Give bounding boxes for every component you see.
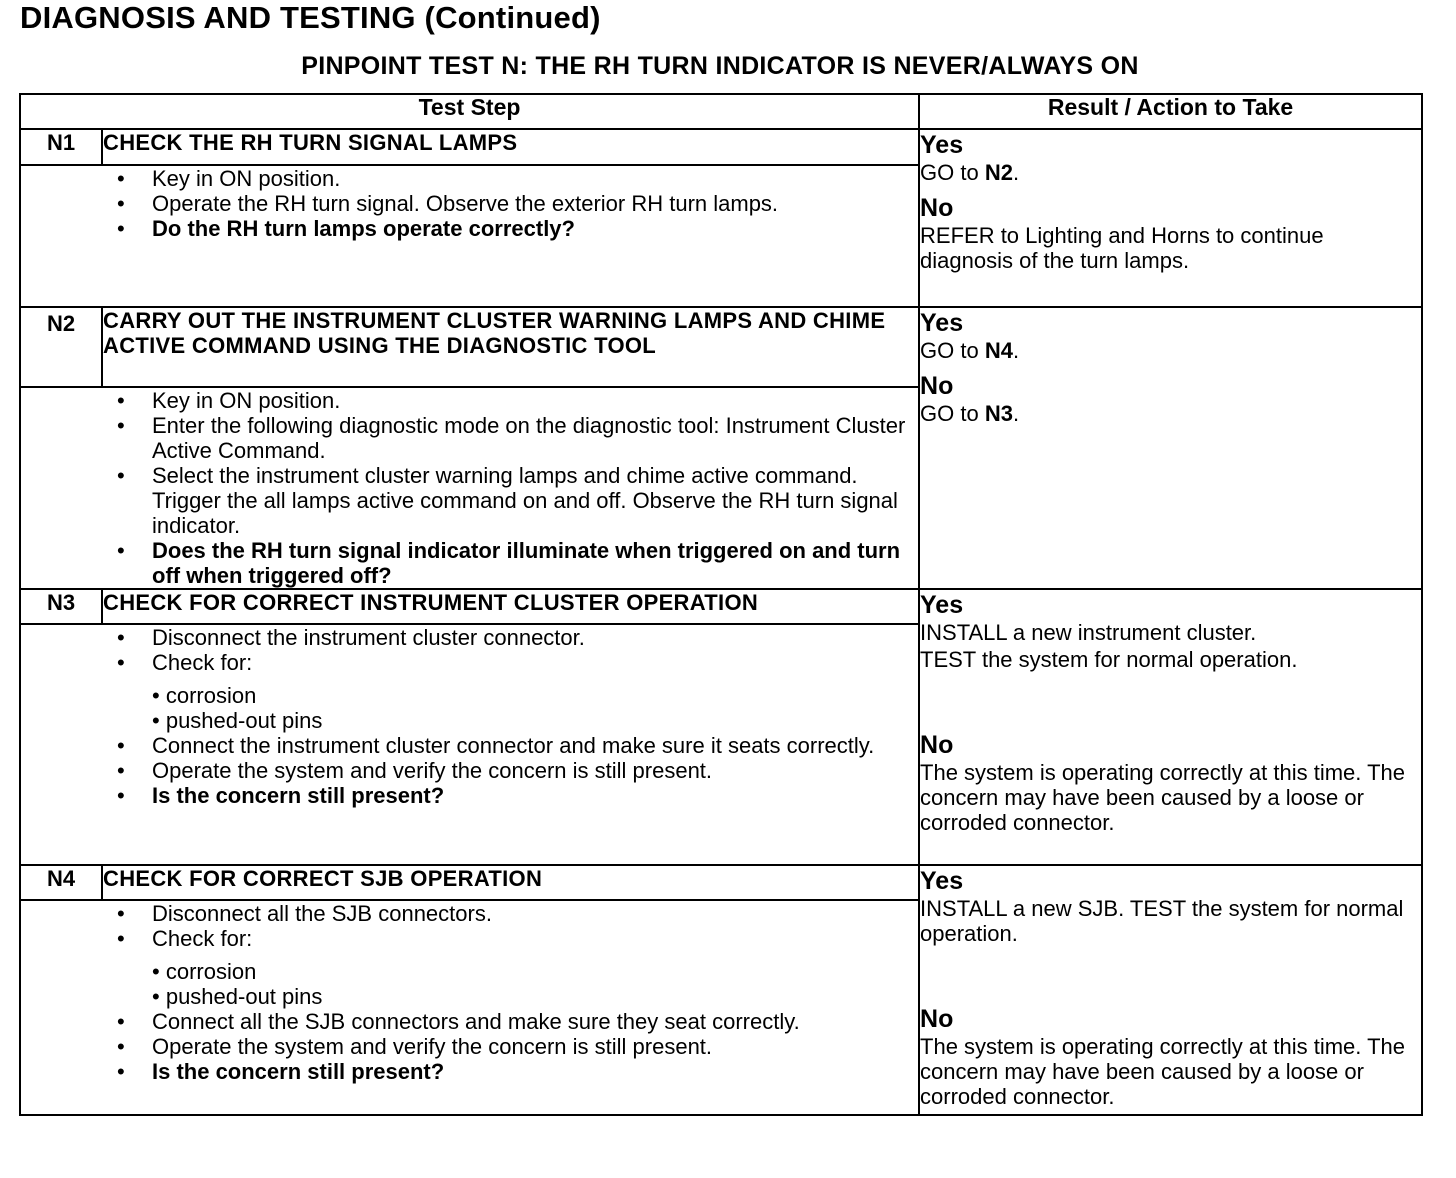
sub-list-item: • corrosion xyxy=(152,683,918,708)
no-label: No xyxy=(920,1005,954,1033)
step-n4-title-row xyxy=(20,865,1422,900)
step-id: N2 xyxy=(20,307,102,387)
step-title: CHECK THE RH TURN SIGNAL LAMPS xyxy=(102,129,919,165)
goto-link[interactable]: N2 xyxy=(984,160,1013,185)
yes-label: Yes xyxy=(920,131,964,159)
step-n1-title-row xyxy=(20,129,1422,165)
no-label: No xyxy=(920,194,954,222)
step-n1-result xyxy=(919,129,1422,307)
question-item: • Is the concern still present? xyxy=(21,1059,918,1084)
yes-action-2: TEST the system for normal operation. xyxy=(920,647,1298,672)
question-item: • Does the RH turn signal indicator illuminate when triggered on and turn off when triggered off? xyxy=(21,538,918,588)
list-item: • Connect all the SJB connectors and make sure they seat correctly. xyxy=(21,1009,918,1034)
step-title: CHECK FOR CORRECT SJB OPERATION xyxy=(102,865,919,900)
yes-label: Yes xyxy=(920,867,964,895)
no-action: The system is operating correctly at this time. The concern may have been caused by a loose or corroded connector. xyxy=(920,760,1406,835)
sub-list-item: • corrosion xyxy=(152,959,918,984)
step-n3-body xyxy=(20,624,919,865)
page-title: DIAGNOSIS AND TESTING (Continued) xyxy=(20,0,601,35)
test-step-header: Test Step xyxy=(20,94,919,129)
goto-link[interactable]: N3 xyxy=(984,401,1013,426)
yes-action: GO to N2. xyxy=(920,160,1020,185)
list-item: • Connect the instrument cluster connector and make sure it seats correctly. xyxy=(21,733,918,758)
list-item: • Disconnect all the SJB connectors. xyxy=(21,901,918,926)
step-n2-body xyxy=(20,387,919,589)
question-item: • Is the concern still present? xyxy=(21,783,918,808)
list-item: • Operate the system and verify the concern is still present. xyxy=(21,1034,918,1059)
list-item: • Select the instrument cluster warning lamps and chime active command. Trigger the all lamps active command on and off. Observe the RH turn signal indicator. xyxy=(21,463,918,538)
yes-label: Yes xyxy=(920,309,964,337)
goto-link[interactable]: N4 xyxy=(984,338,1013,363)
no-action: REFER to Lighting and Horns to continue diagnosis of the turn lamps. xyxy=(920,223,1324,273)
list-item: • Key in ON position. xyxy=(21,166,918,191)
pinpoint-test-title: PINPOINT TEST N: THE RH TURN INDICATOR IS NEVER/ALWAYS ON xyxy=(301,52,1139,80)
step-n4-body xyxy=(20,900,919,1115)
sub-list-item: • pushed-out pins xyxy=(152,984,918,1009)
list-item: • Check for: • corrosion • pushed-out pins xyxy=(21,650,918,733)
yes-action-1: INSTALL a new instrument cluster. xyxy=(920,620,1257,645)
step-title: CARRY OUT THE INSTRUMENT CLUSTER WARNING LAMPS AND CHIME ACTIVE COMMAND USING THE DIAGNOSTIC TOOL xyxy=(102,307,919,387)
table-header-row xyxy=(20,94,1422,129)
step-title: CHECK FOR CORRECT INSTRUMENT CLUSTER OPERATION xyxy=(102,589,919,624)
step-n2-result xyxy=(919,307,1422,589)
sub-list-item: • pushed-out pins xyxy=(152,708,918,733)
list-item: • Enter the following diagnostic mode on the diagnostic tool: Instrument Cluster Active Command. xyxy=(21,413,918,463)
step-n2-title-row xyxy=(20,307,1422,387)
no-label: No xyxy=(920,731,954,759)
result-header: Result / Action to Take xyxy=(919,94,1422,129)
step-id: N1 xyxy=(20,129,102,165)
list-item: • Check for: • corrosion • pushed-out pins xyxy=(21,926,918,1009)
question-item: • Do the RH turn lamps operate correctly? xyxy=(21,216,918,241)
yes-action: GO to N4. xyxy=(920,338,1020,363)
yes-label: Yes xyxy=(920,591,964,619)
no-action: The system is operating correctly at this time. The concern may have been caused by a loose or corroded connector. xyxy=(920,1034,1406,1109)
yes-action: INSTALL a new SJB. TEST the system for normal operation. xyxy=(920,896,1404,946)
list-item: • Key in ON position. xyxy=(21,388,918,413)
no-action: GO to N3. xyxy=(920,401,1020,426)
step-id: N4 xyxy=(20,865,102,900)
list-item: • Operate the system and verify the concern is still present. xyxy=(21,758,918,783)
pinpoint-test-table xyxy=(19,93,1423,1116)
no-label: No xyxy=(920,372,954,400)
step-n3-title-row xyxy=(20,589,1422,624)
step-n3-result xyxy=(919,589,1422,865)
list-item: • Disconnect the instrument cluster connector. xyxy=(21,625,918,650)
step-n4-result xyxy=(919,865,1422,1115)
step-n1-body xyxy=(20,165,919,307)
list-item: • Operate the RH turn signal. Observe the exterior RH turn lamps. xyxy=(21,191,918,216)
step-id: N3 xyxy=(20,589,102,624)
